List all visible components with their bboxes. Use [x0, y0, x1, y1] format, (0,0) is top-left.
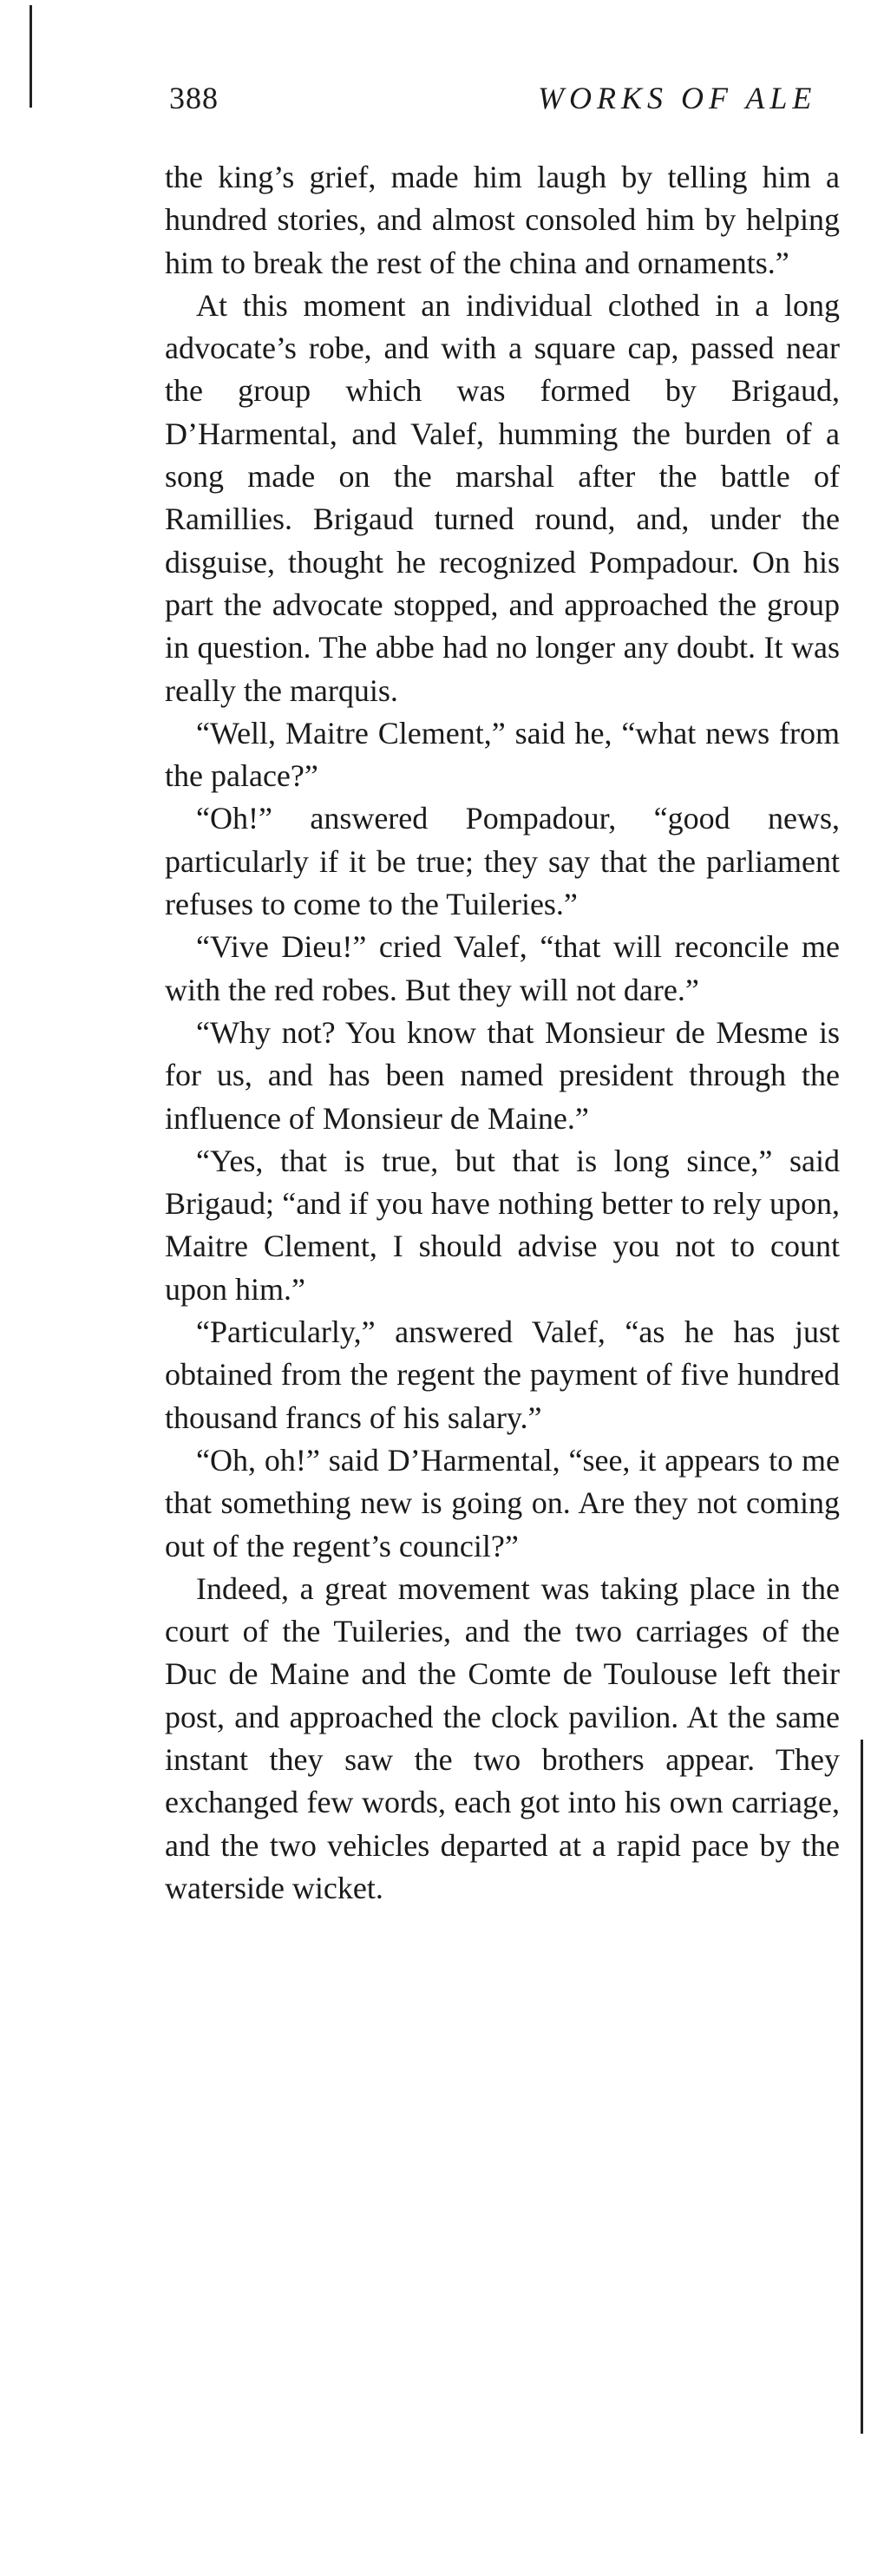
running-head: WORKS OF ALE — [538, 81, 817, 115]
margin-rule-left — [29, 5, 32, 108]
paragraph: “Yes, that is true, but that is long since,” said Brigaud; “and if you have nothing better to rely upon, Maitre Clement, I should advise you not to count upon him.” — [165, 1143, 840, 1307]
margin-rule-right — [861, 1740, 863, 2434]
paragraph: Indeed, a great movement was taking place in the court of the Tuileries, and the two carriages of the Duc de Maine and the Comte de Toulouse left their post, and approached the clock pavilion. At the same instant they saw the two brothers appear. They exchanged few words, each got into his own carriage, and the two vehicles departed at a rapid pace by the waterside wicket. — [165, 1570, 840, 1905]
paragraph: At this moment an individual clothed in a long advocate’s robe, and with a square cap, passed near the group which was formed by Brigaud, D’Harmental, and Valef, humming the burden of a song made on the marshal after the battle of Ramillies. Brigaud turned round, and, under the disguise, thought he recognized Pompadour. On his part the advocate stopped, and approached the group in question. The abbe had no longer any doubt. It was really the marquis. — [165, 287, 840, 708]
paragraph: “Why not? You know that Monsieur de Mesme is for us, and has been named president through the influence of Monsieur de Maine.” — [165, 1014, 840, 1136]
page-number: 388 — [169, 81, 219, 115]
paragraph: “Particularly,” answered Valef, “as he has just obtained from the regent the payment of five hundred thousand francs of his salary.” — [165, 1314, 840, 1435]
paragraph: the king’s grief, made him laugh by telling him a hundred stories, and almost consoled him by helping him to break the rest of the china and ornaments.” — [165, 160, 840, 280]
body-text — [165, 156, 840, 1910]
page-header — [169, 80, 884, 123]
paragraph: “Oh, oh!” said D’Harmental, “see, it appears to me that something new is going on. Are they not coming out of the regent’s council?” — [165, 1442, 840, 1563]
paragraph: “Well, Maitre Clement,” said he, “what news from the palace?” — [165, 715, 840, 794]
paragraph: “Vive Dieu!” cried Valef, “that will reconcile me with the red robes. But they will not dare.” — [165, 929, 840, 1007]
paragraph: “Oh!” answered Pompadour, “good news, particularly if it be true; they say that the parliament refuses to come to the Tuileries.” — [165, 801, 840, 922]
